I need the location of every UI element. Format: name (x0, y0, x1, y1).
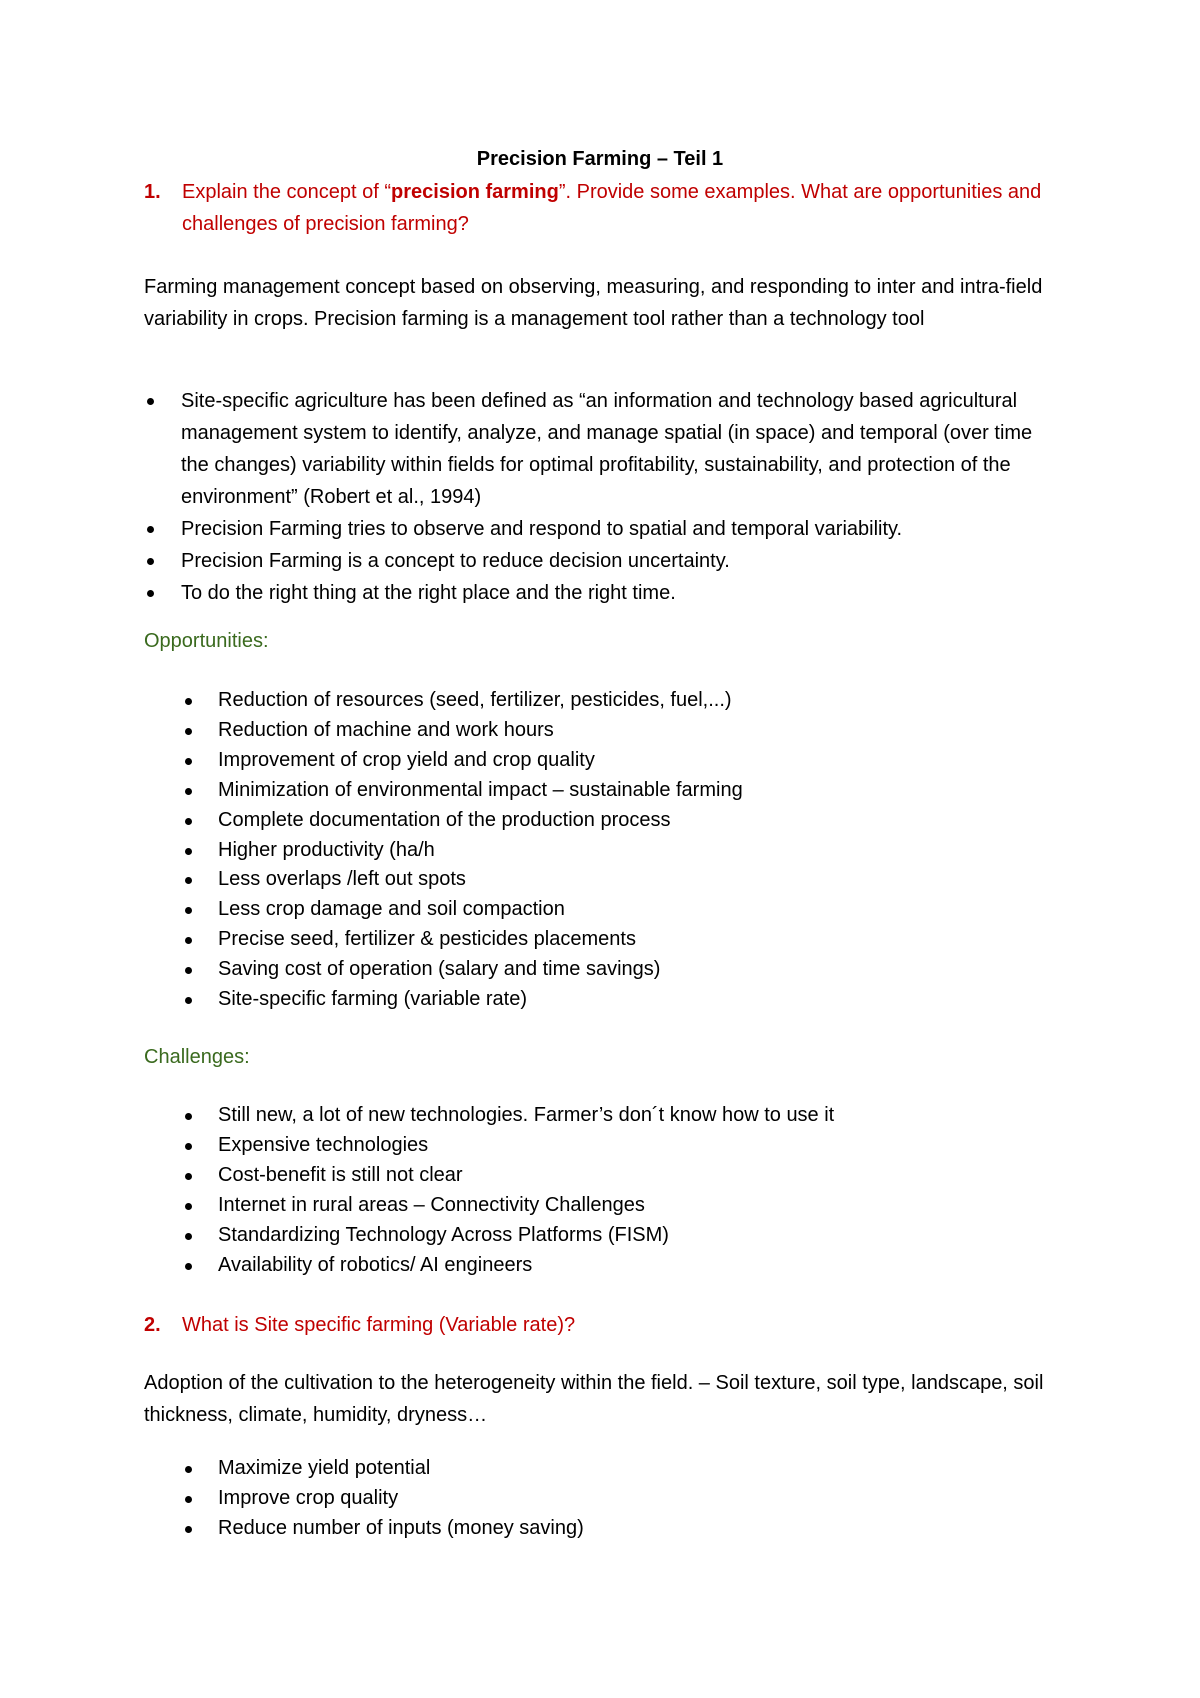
list-item-text: Less overlaps /left out spots (218, 868, 466, 891)
opportunities-heading: Opportunities: (144, 630, 269, 652)
list-item (182, 1221, 1062, 1251)
bullet-icon (147, 398, 154, 405)
bullet-icon (185, 1466, 192, 1473)
list-item (182, 1251, 1062, 1281)
list-item-text: Maximize yield potential (218, 1457, 431, 1479)
list-item-text: Availability of robotics/ AI engineers (218, 1253, 533, 1276)
list-item-text: Complete documentation of the production process (218, 808, 671, 831)
q2-bullet-list (182, 1454, 1062, 1544)
bullet-icon (185, 967, 192, 974)
list-item-text: Precision Farming tries to observe and respond to spatial and temporal variability. (181, 518, 903, 540)
list-item (182, 1484, 1062, 1514)
question-1-text (182, 176, 1064, 240)
question-2 (144, 1309, 1064, 1341)
bullet-icon (185, 1233, 192, 1240)
list-item-text: Higher productivity (ha/h (218, 838, 435, 861)
list-item (144, 577, 1064, 609)
list-item-text: Improve crop quality (218, 1486, 399, 1509)
bullet-icon (147, 558, 154, 565)
list-item-text: Saving cost of operation (salary and time savings) (218, 958, 661, 981)
list-item (144, 513, 1064, 545)
list-item-text: Precision Farming is a concept to reduce decision uncertainty. (181, 550, 730, 572)
bullet-icon (185, 1496, 192, 1503)
bullet-icon (185, 1263, 192, 1270)
question-1-text-bold: precision farming (391, 181, 559, 203)
bullet-icon (185, 1203, 192, 1210)
list-item (182, 955, 1062, 985)
list-item (182, 1514, 1062, 1544)
list-item (182, 746, 1062, 776)
question-1-number: 1. (144, 181, 161, 203)
list-item (182, 716, 1062, 746)
bullet-icon (185, 907, 192, 914)
challenges-list (182, 1101, 1062, 1280)
list-item (182, 865, 1062, 895)
bullet-icon (185, 818, 192, 825)
list-item (182, 1191, 1062, 1221)
list-item-text: Minimization of environmental impact – sustainable farming (218, 778, 743, 801)
bullet-icon (185, 1113, 192, 1120)
list-item-text: Improvement of crop yield and crop quality (218, 748, 595, 771)
bullet-icon (185, 848, 192, 855)
bullet-icon (185, 877, 192, 884)
main-bullet-list (144, 385, 1064, 609)
list-item-text: Reduction of machine and work hours (218, 718, 554, 741)
bullet-icon (185, 698, 192, 705)
list-item (182, 1131, 1062, 1161)
bullet-icon (185, 1143, 192, 1150)
list-item-text: Reduction of resources (seed, fertilizer, pesticides, fuel,...) (218, 689, 732, 711)
bullet-icon (185, 1173, 192, 1180)
list-item (182, 985, 1062, 1015)
list-item (182, 1161, 1062, 1191)
question-1-text-part-b: ”. Provide some examples. What are opportunities and challenges of precision farming? (182, 181, 1042, 235)
list-item (182, 836, 1062, 866)
list-item (182, 895, 1062, 925)
list-item (144, 545, 1064, 577)
list-item (144, 385, 1064, 513)
question-2-number: 2. (144, 1314, 161, 1336)
intro-paragraph: Farming management concept based on observing, measuring, and responding to inter and intra-field variability in crops. Precision farming is a management tool rather than a technology tool (144, 276, 1043, 330)
opportunities-list (182, 686, 1062, 1015)
list-item-text: Reduce number of inputs (money saving) (218, 1516, 584, 1539)
bullet-icon (185, 758, 192, 765)
list-item (182, 806, 1062, 836)
list-item-text: Still new, a lot of new technologies. Farmer’s don´t know how to use it (218, 1104, 835, 1126)
list-item (182, 1454, 1062, 1484)
q2-answer-paragraph: Adoption of the cultivation to the heterogeneity within the field. – Soil texture, soil type, landscape, soil thickness, climate, humidity, dryness… (144, 1372, 1044, 1426)
list-item-text: Less crop damage and soil compaction (218, 898, 565, 921)
list-item (182, 686, 1062, 716)
bullet-icon (147, 590, 154, 597)
list-item (182, 925, 1062, 955)
list-item-text: Cost-benefit is still not clear (218, 1163, 463, 1186)
bullet-icon (185, 937, 192, 944)
bullet-icon (185, 788, 192, 795)
list-item-text: Internet in rural areas – Connectivity Challenges (218, 1193, 645, 1216)
list-item-text: To do the right thing at the right place and the right time. (181, 582, 676, 604)
list-item (182, 776, 1062, 806)
question-1-text-part-a: Explain the concept of “ (182, 181, 392, 203)
page-title: Precision Farming – Teil 1 (476, 148, 724, 170)
list-item-text: Site-specific farming (variable rate) (218, 988, 527, 1011)
list-item-text: Standardizing Technology Across Platforms (FISM) (218, 1223, 669, 1246)
list-item (182, 1101, 1062, 1131)
bullet-icon (185, 1526, 192, 1533)
bullet-icon (147, 526, 154, 533)
question-2-text: What is Site specific farming (Variable rate)? (182, 1314, 576, 1336)
list-item-text: Site-specific agriculture has been defined as “an information and technology based agricultural management system to identify, analyze, and manage spatial (in space) and temporal (over time the changes) variability within fields for optimal profitability, sustainability, and protection of the environment” (Robert et al., 1994) (181, 390, 1033, 508)
question-1 (144, 176, 1064, 240)
bullet-icon (185, 997, 192, 1004)
bullet-icon (185, 728, 192, 735)
list-item-text: Expensive technologies (218, 1133, 429, 1156)
list-item-text: Precise seed, fertilizer & pesticides placements (218, 928, 636, 951)
challenges-heading: Challenges: (144, 1046, 250, 1068)
